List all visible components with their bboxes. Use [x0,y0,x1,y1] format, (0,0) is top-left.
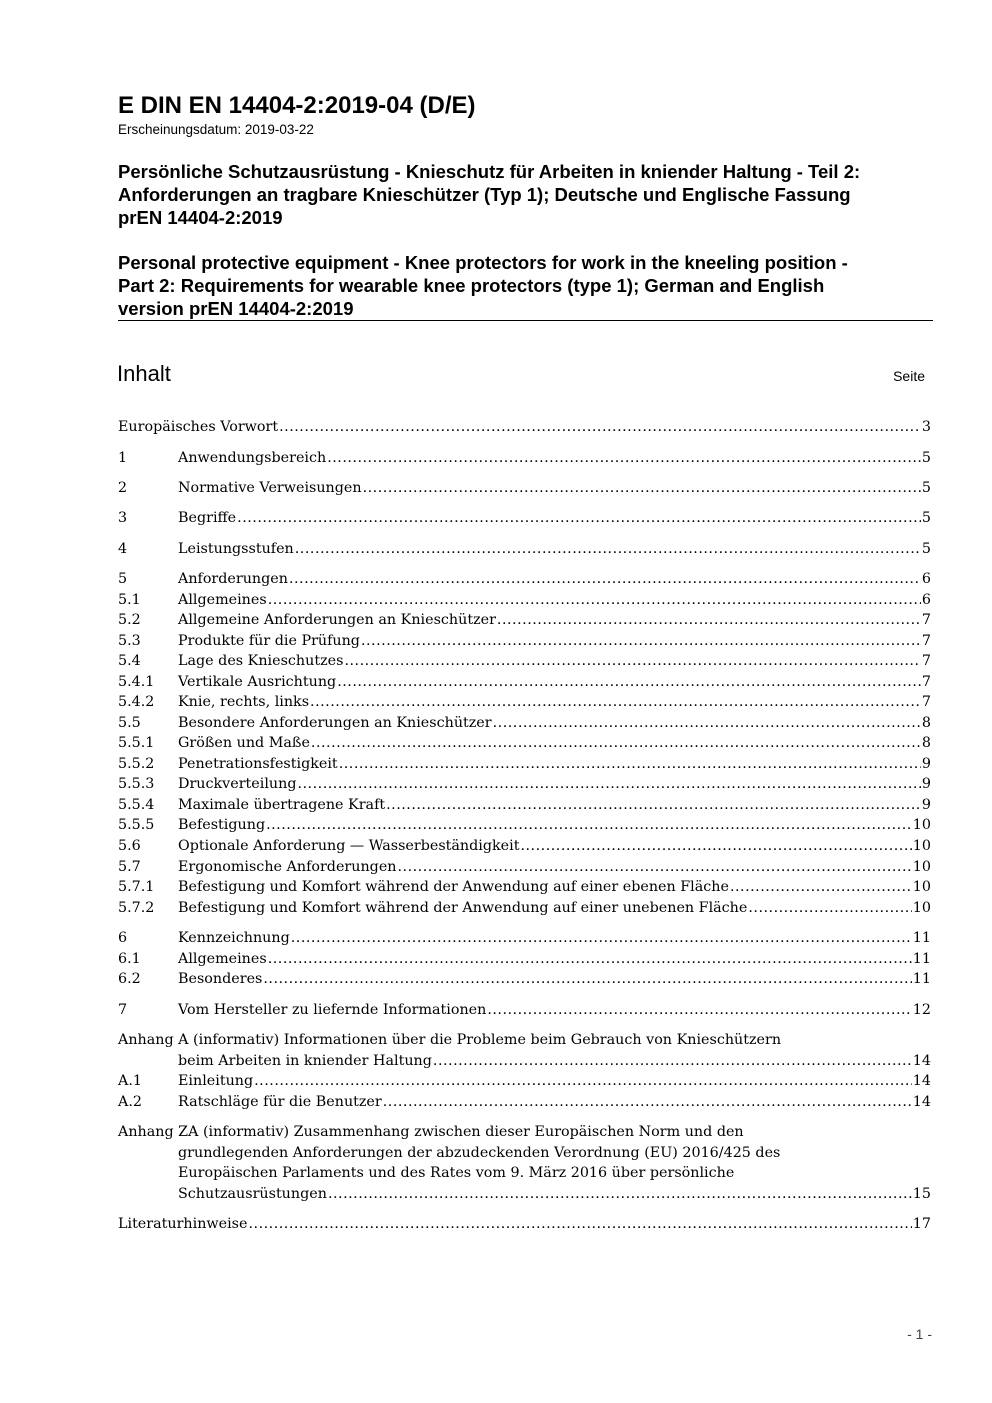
toc-entry-number: 5.1 [118,592,141,608]
toc-entry-number: 5.2 [118,612,141,628]
toc-entry-page: 6 [921,571,931,587]
toc-entry-text: Leistungsstufen [178,541,294,557]
publication-date: Erscheinungsdatum: 2019-03-22 [118,122,314,137]
leader-dots [433,1051,912,1072]
toc-entry-page: 14 [912,1052,931,1069]
title-english-line: version prEN 14404-2:2019 [118,298,354,319]
toc-entry-page: 3 [921,419,931,435]
toc-entry-text: Einleitung [178,1073,254,1089]
toc-entry-page: 10 [912,900,931,916]
toc-entry[interactable] [118,774,931,795]
leader-dots [363,478,921,499]
toc-entry-page: 11 [912,951,931,967]
leader-dots [361,631,921,652]
toc-entry-number: 5.6 [118,838,141,854]
toc-entry[interactable] [118,928,931,949]
leader-dots [237,508,921,529]
toc-entry[interactable] [118,836,931,857]
leader-dots [254,1071,912,1092]
toc-entry-text: Druckverteilung [178,776,297,792]
leader-dots [268,590,921,611]
toc-entry[interactable] [118,733,931,754]
toc-entry-text: Begriffe [178,510,237,526]
toc-entry-page: 9 [921,776,931,792]
toc-entry[interactable] [118,898,931,919]
annex-a-continuation: beim Arbeiten in kniender Haltung [178,1052,432,1069]
toc-entry-text: Allgemeines [178,951,267,967]
toc-entry-page: 6 [921,592,931,608]
title-german-line: Anforderungen an tragbare Knieschützer (Typ 1); Deutsche und Englische Fassung [118,184,851,205]
toc-entry-number: 5.5 [118,715,141,731]
toc-entry-page: 5 [921,480,931,496]
toc-entry[interactable] [118,569,931,590]
toc-entry-page: 17 [912,1216,931,1232]
annex-za-heading: Anhang ZA (informativ) Zusammenhang zwischen dieser Europäischen Norm und den [118,1124,744,1140]
annex-za-continuation: Schutzausrüstungen [178,1185,327,1202]
leader-dots [383,1092,912,1113]
toc-entry-page: 7 [921,633,931,649]
toc-entry-number: 5.5.2 [118,756,155,772]
toc-entry-page: 8 [921,735,931,751]
toc-entry-number: 5.5.3 [118,776,155,792]
toc-entry-page: 7 [921,653,931,669]
toc-entry-number: 7 [118,1002,128,1018]
toc-entry-page: 8 [921,715,931,731]
leader-dots [289,569,921,590]
toc-entry[interactable] [118,417,931,438]
title-english [118,251,938,320]
toc-entry[interactable] [118,539,931,560]
toc-entry-number: 5.3 [118,633,141,649]
toc-entry-text: Europäisches Vorwort [118,419,279,435]
toc-entry-page: 14 [912,1094,931,1110]
title-german [118,160,938,229]
leader-dots [337,672,921,693]
toc-entry[interactable] [118,672,931,693]
leader-dots [397,857,911,878]
toc-entry-page: 15 [912,1185,931,1202]
toc-entry[interactable] [118,1092,931,1113]
leader-dots [266,815,912,836]
toc-entry-number: 5.5.5 [118,817,155,833]
toc-annex-a[interactable] [118,1030,931,1071]
toc-entry-bibliography[interactable] [118,1214,931,1235]
toc-entry-text: Allgemeine Anforderungen an Knieschützer [178,612,496,628]
toc-entry[interactable] [118,795,931,816]
toc-entry-number: 5.5.4 [118,797,155,813]
leader-dots [497,610,921,631]
leader-dots [279,417,921,438]
toc-entry-number: 1 [118,450,128,466]
toc-entry-page: 5 [921,541,931,557]
title-divider [118,320,933,321]
toc-entry-page: 11 [912,930,931,946]
toc-entry-page: 11 [912,971,931,987]
toc-entry-number: 2 [118,480,128,496]
toc-entry-number: 5.5.1 [118,735,155,751]
toc-entry[interactable] [118,713,931,734]
document-id: E DIN EN 14404-2:2019-04 (D/E) [118,92,476,119]
leader-dots [327,448,921,469]
toc-entry-page: 10 [912,879,931,895]
toc-entry-text: Besondere Anforderungen an Knieschützer [178,715,492,731]
toc-entry[interactable] [118,857,931,878]
toc-entry-text: Besonderes [178,971,263,987]
toc-entry[interactable] [118,815,931,836]
toc-entry[interactable] [118,631,931,652]
toc-entry[interactable] [118,590,931,611]
toc-entry-number: 4 [118,541,128,557]
toc-entry-text: Literaturhinweise [118,1216,248,1232]
leader-dots [311,733,921,754]
leader-dots [248,1214,911,1235]
toc-entry-number: 5.4 [118,653,141,669]
toc-entry[interactable] [118,508,931,529]
toc-entry[interactable] [118,478,931,499]
toc-entry[interactable] [118,1000,931,1021]
toc-entry[interactable] [118,877,931,898]
leader-dots [487,1000,911,1021]
toc-entry[interactable] [118,610,931,631]
leader-dots [328,1184,912,1205]
toc-entry-text: Knie, rechts, links [178,694,310,710]
toc-entry[interactable] [118,754,931,775]
toc-entry-page: 10 [912,817,931,833]
annex-za-continuation: Europäischen Parlaments und des Rates vom 9. März 2016 über persönliche [178,1165,735,1181]
annex-a-heading: Anhang A (informativ) Informationen über die Probleme beim Gebrauch von Knieschützern [118,1032,782,1048]
toc-entry-text: Produkte für die Prüfung [178,633,360,649]
toc-entry-text: Penetrationsfestigkeit [178,756,338,772]
toc-entry-page: 7 [921,612,931,628]
toc-entry-number: 5.4.2 [118,694,155,710]
toc-entry-text: Größen und Maße [178,735,310,751]
leader-dots [297,774,920,795]
toc-heading: Inhalt [117,361,171,386]
title-english-line: Personal protective equipment - Knee protectors for work in the kneeling position - [118,252,848,273]
toc-entry-text: Allgemeines [178,592,267,608]
toc-entry[interactable] [118,969,931,990]
toc-entry-page: 9 [921,797,931,813]
toc-entry-number: 5.7.2 [118,900,155,916]
leader-dots [263,969,911,990]
toc-entry-text: Maximale übertragene Kraft [178,797,386,813]
leader-dots [268,949,912,970]
toc-entry[interactable] [118,692,931,713]
toc-entry-text: Anforderungen [178,571,288,587]
leader-dots [493,713,921,734]
toc-entry-text: Befestigung [178,817,266,833]
toc-entry-text: Vertikale Ausrichtung [178,674,337,690]
leader-dots [339,754,921,775]
toc-entry-text: Ratschläge für die Benutzer [178,1094,382,1110]
page-number: - 1 - [907,1326,932,1342]
toc-entry-text: Normative Verweisungen [178,480,362,496]
toc-entry[interactable] [118,1071,931,1092]
toc-entry-text: Befestigung und Komfort während der Anwendung auf einer ebenen Fläche [178,879,729,895]
toc-entry-text: Optionale Anforderung — Wasserbeständigkeit [178,838,520,854]
toc-entry[interactable] [118,651,931,672]
toc-entry-text: Lage des Knieschutzes [178,653,344,669]
leader-dots [386,795,921,816]
toc-entry-number: 6.2 [118,971,141,987]
toc-entry-number: 5 [118,571,128,587]
toc-entry-page: 14 [912,1073,931,1089]
toc-annex-za[interactable] [118,1122,931,1204]
toc-entry-number: 3 [118,510,128,526]
toc-entry-page: 5 [921,510,931,526]
leader-dots [310,692,921,713]
toc-entry-page: 7 [921,694,931,710]
title-english-line: Part 2: Requirements for wearable knee protectors (type 1); German and English [118,275,825,296]
toc-entry-page: 12 [912,1002,931,1018]
leader-dots [295,539,921,560]
toc-entry-page: 9 [921,756,931,772]
toc-entry-number: 5.4.1 [118,674,155,690]
toc-entry-text: Ergonomische Anforderungen [178,859,397,875]
toc-entry-number: 6.1 [118,951,141,967]
toc-entry[interactable] [118,448,931,469]
toc-entry-text: Anwendungsbereich [178,450,327,466]
toc-entry[interactable] [118,949,931,970]
toc-entry-text: Befestigung und Komfort während der Anwendung auf einer unebenen Fläche [178,900,748,916]
toc-entry-text: Kennzeichnung [178,930,290,946]
title-german-line: Persönliche Schutzausrüstung - Knieschutz für Arbeiten in kniender Haltung - Teil 2: [118,161,861,182]
toc-entry-page: 7 [921,674,931,690]
toc-entry-number: 5.7 [118,859,141,875]
leader-dots [520,836,911,857]
toc-entry-page: 10 [912,838,931,854]
leader-dots [344,651,920,672]
toc-page-label: Seite [893,368,925,384]
annex-za-continuation: grundlegenden Anforderungen der abzudeckenden Verordnung (EU) 2016/425 des [178,1144,781,1161]
title-german-line: prEN 14404-2:2019 [118,207,283,228]
leader-dots [730,877,912,898]
toc-entry-number: 5.7.1 [118,879,155,895]
toc-entry-page: 10 [912,859,931,875]
leader-dots [748,898,911,919]
toc-entry-text: Vom Hersteller zu liefernde Informationen [178,1002,487,1018]
toc-entry-page: 5 [921,450,931,466]
toc-entry-number: A.1 [118,1073,142,1089]
toc-entry-number: A.2 [118,1094,142,1110]
leader-dots [291,928,912,949]
toc-entry-number: 6 [118,930,128,946]
